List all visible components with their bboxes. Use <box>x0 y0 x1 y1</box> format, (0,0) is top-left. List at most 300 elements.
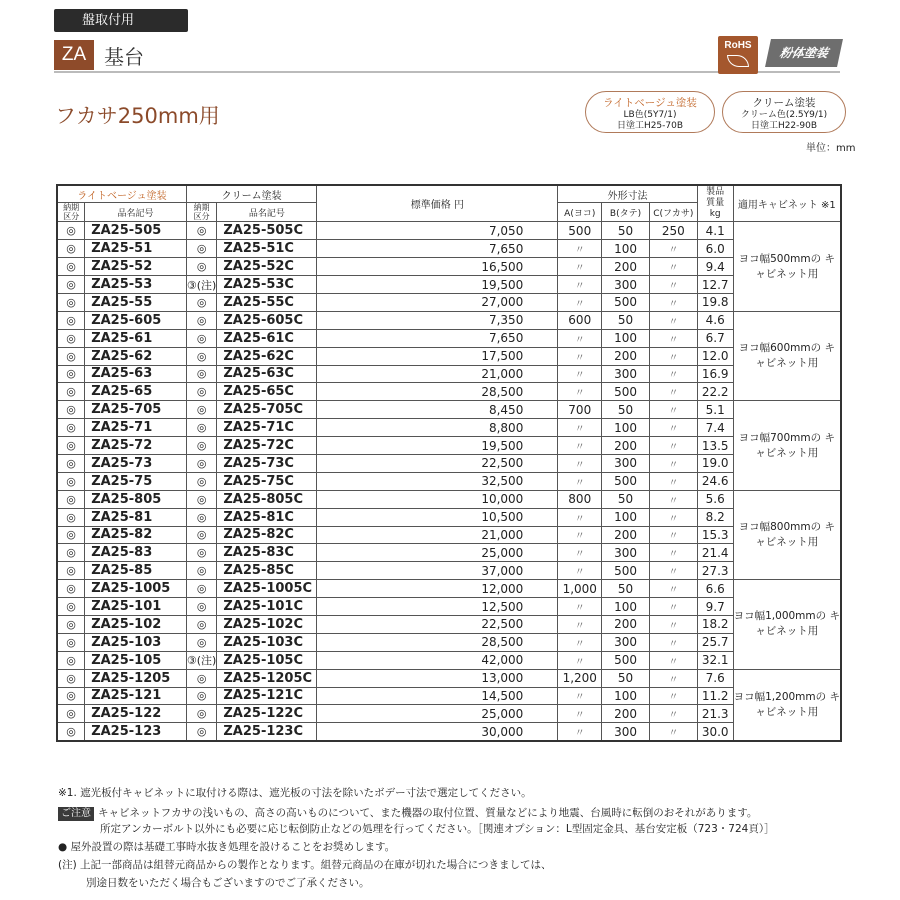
weight-cell: 7.4 <box>697 419 733 437</box>
dim-b-cell: 50 <box>602 222 650 240</box>
dim-a-cell: 〃 <box>558 633 602 651</box>
table-header-row-1 <box>57 185 841 203</box>
delivery-mark-lb: ◎ <box>57 240 85 258</box>
delivery-mark-lb: ◎ <box>57 526 85 544</box>
table-row <box>57 633 841 651</box>
model-cream: ZA25-605C <box>217 311 317 329</box>
weight-cell: 4.1 <box>697 222 733 240</box>
dim-a-cell: 〃 <box>558 615 602 633</box>
table-row <box>57 437 841 455</box>
dim-b-cell: 300 <box>602 276 650 294</box>
dim-b-cell: 300 <box>602 454 650 472</box>
model-cream: ZA25-55C <box>217 293 317 311</box>
delivery-mark-cream: ◎ <box>186 669 216 687</box>
table-row <box>57 651 841 669</box>
dim-a-cell: 〃 <box>558 293 602 311</box>
weight-cell: 11.2 <box>697 687 733 705</box>
model-cream: ZA25-121C <box>217 687 317 705</box>
price-cell: 21,000 <box>317 365 558 383</box>
dim-b-cell: 50 <box>602 490 650 508</box>
dim-c-cell: 〃 <box>649 687 697 705</box>
delivery-mark-lb: ◎ <box>57 222 85 240</box>
model-lb: ZA25-103 <box>85 633 187 651</box>
weight-cell: 25.7 <box>697 633 733 651</box>
dim-b-cell: 100 <box>602 687 650 705</box>
model-lb: ZA25-105 <box>85 651 187 669</box>
dim-b-cell: 500 <box>602 383 650 401</box>
price-cell: 32,500 <box>317 472 558 490</box>
dim-a-cell: 〃 <box>558 276 602 294</box>
cabinet-cell: ヨコ幅700mmの キャビネット用 <box>733 401 841 490</box>
delivery-mark-cream: ◎ <box>186 293 216 311</box>
dim-a-cell: 〃 <box>558 562 602 580</box>
dim-a-cell: 〃 <box>558 258 602 276</box>
dim-c-cell: 〃 <box>649 580 697 598</box>
table-row <box>57 544 841 562</box>
model-cream: ZA25-102C <box>217 615 317 633</box>
delivery-mark-cream: ◎ <box>186 598 216 616</box>
model-lb: ZA25-123 <box>85 723 187 741</box>
rohs-label: RoHS <box>724 40 752 51</box>
dim-c-cell: 〃 <box>649 669 697 687</box>
price-cell: 22,500 <box>317 454 558 472</box>
model-lb: ZA25-82 <box>85 526 187 544</box>
dim-c-cell: 〃 <box>649 508 697 526</box>
dim-b-cell: 300 <box>602 544 650 562</box>
delivery-mark-lb: ◎ <box>57 383 85 401</box>
table-row <box>57 222 841 240</box>
delivery-mark-lb: ◎ <box>57 329 85 347</box>
dim-b-cell: 50 <box>602 580 650 598</box>
dim-b-cell: 200 <box>602 258 650 276</box>
dim-a-cell: 〃 <box>558 472 602 490</box>
dim-b-cell: 500 <box>602 562 650 580</box>
cabinet-cell: ヨコ幅1,000mmの キャビネット用 <box>733 580 841 669</box>
delivery-mark-cream: ◎ <box>186 365 216 383</box>
model-lb: ZA25-75 <box>85 472 187 490</box>
price-cell: 10,000 <box>317 490 558 508</box>
delivery-mark-lb: ◎ <box>57 723 85 741</box>
delivery-mark-cream: ◎ <box>186 258 216 276</box>
model-header-1: 品名記号 <box>85 203 187 222</box>
dim-b-cell: 50 <box>602 669 650 687</box>
model-lb: ZA25-73 <box>85 454 187 472</box>
dim-b-cell: 200 <box>602 437 650 455</box>
table-row <box>57 258 841 276</box>
dim-a-cell: 〃 <box>558 454 602 472</box>
price-cell: 16,500 <box>317 258 558 276</box>
delivery-mark-cream: ◎ <box>186 383 216 401</box>
weight-cell: 24.6 <box>697 472 733 490</box>
footnote-1: ※1. 遮光板付キャビネットに取付ける際は、遮光板の寸法を除いたボデー寸法で選定してください。 <box>58 787 532 799</box>
model-header-2: 品名記号 <box>217 203 317 222</box>
model-lb: ZA25-65 <box>85 383 187 401</box>
dim-a-cell: 〃 <box>558 508 602 526</box>
dim-b-cell: 300 <box>602 365 650 383</box>
model-lb: ZA25-1005 <box>85 580 187 598</box>
dim-b-cell: 500 <box>602 293 650 311</box>
supply-note-2: 別途日数をいただく場合もございますのでご了承ください。 <box>86 877 370 889</box>
model-lb: ZA25-53 <box>85 276 187 294</box>
dim-c-cell: 〃 <box>649 723 697 741</box>
dim-c-cell: 〃 <box>649 454 697 472</box>
price-header: 標準価格 円 <box>317 185 558 222</box>
dim-a-cell: 〃 <box>558 437 602 455</box>
dim-c-cell: 〃 <box>649 472 697 490</box>
delivery-mark-cream: ◎ <box>186 705 216 723</box>
dim-b-cell: 100 <box>602 329 650 347</box>
model-cream: ZA25-81C <box>217 508 317 526</box>
dim-b-cell: 200 <box>602 705 650 723</box>
dim-b-cell: 500 <box>602 651 650 669</box>
delivery-mark-cream: ◎ <box>186 687 216 705</box>
cream-line2: 日塗工H22-90B <box>750 121 818 131</box>
dim-c-cell: 〃 <box>649 615 697 633</box>
price-cell: 14,500 <box>317 687 558 705</box>
delivery-mark-cream: ◎ <box>186 633 216 651</box>
model-lb: ZA25-805 <box>85 490 187 508</box>
dim-b-cell: 200 <box>602 526 650 544</box>
delivery-mark-cream: ◎ <box>186 454 216 472</box>
weight-cell: 19.8 <box>697 293 733 311</box>
price-cell: 10,500 <box>317 508 558 526</box>
delivery-mark-lb: ◎ <box>57 293 85 311</box>
dim-a-cell: 〃 <box>558 598 602 616</box>
delivery-mark-cream: ◎ <box>186 472 216 490</box>
dim-b-header: B(タテ) <box>602 203 650 222</box>
model-cream: ZA25-1005C <box>217 580 317 598</box>
category-tag: 盤取付用 <box>54 9 188 32</box>
model-lb: ZA25-63 <box>85 365 187 383</box>
supply-note-1: (注) 上記一部商品は組替元商品からの製作となります。組替元商品の在庫が切れた場合につきましては、 <box>58 859 552 871</box>
delivery-mark-cream: ◎ <box>186 526 216 544</box>
model-lb: ZA25-71 <box>85 419 187 437</box>
delivery-mark-cream: ◎ <box>186 329 216 347</box>
dim-c-cell: 〃 <box>649 705 697 723</box>
price-cell: 25,000 <box>317 705 558 723</box>
table-row <box>57 365 841 383</box>
delivery-mark-lb: ◎ <box>57 633 85 651</box>
dim-c-cell: 〃 <box>649 544 697 562</box>
table-row <box>57 723 841 741</box>
price-cell: 37,000 <box>317 562 558 580</box>
page-subtitle: フカサ250mm用 <box>55 104 220 128</box>
model-lb: ZA25-705 <box>85 401 187 419</box>
delivery-mark-lb: ◎ <box>57 669 85 687</box>
dim-b-cell: 500 <box>602 472 650 490</box>
price-cell: 7,650 <box>317 240 558 258</box>
table-row <box>57 276 841 294</box>
price-cell: 12,000 <box>317 580 558 598</box>
weight-cell: 21.3 <box>697 705 733 723</box>
delivery-mark-lb: ◎ <box>57 544 85 562</box>
dim-a-cell: 〃 <box>558 651 602 669</box>
delivery-mark-lb: ◎ <box>57 311 85 329</box>
delivery-mark-cream: ◎ <box>186 490 216 508</box>
table-row <box>57 669 841 687</box>
price-cell: 28,500 <box>317 633 558 651</box>
weight-cell: 27.3 <box>697 562 733 580</box>
delivery-mark-lb: ◎ <box>57 705 85 723</box>
price-cell: 42,000 <box>317 651 558 669</box>
model-cream: ZA25-65C <box>217 383 317 401</box>
dim-c-cell: 〃 <box>649 633 697 651</box>
weight-cell: 22.2 <box>697 383 733 401</box>
model-cream: ZA25-105C <box>217 651 317 669</box>
light-beige-line2: 日塗工H25-70B <box>616 121 684 131</box>
series-title <box>54 40 144 70</box>
model-lb: ZA25-1205 <box>85 669 187 687</box>
price-cell: 21,000 <box>317 526 558 544</box>
price-cell: 17,500 <box>317 347 558 365</box>
unit-label: 単位：mm <box>806 143 856 154</box>
cream-color-pill <box>722 91 846 133</box>
dim-a-cell: 〃 <box>558 365 602 383</box>
delivery-mark-lb: ◎ <box>57 401 85 419</box>
delivery-mark-lb: ◎ <box>57 598 85 616</box>
delivery-mark-cream: ◎ <box>186 347 216 365</box>
model-cream: ZA25-61C <box>217 329 317 347</box>
model-cream: ZA25-72C <box>217 437 317 455</box>
table-row <box>57 687 841 705</box>
dim-c-cell: 〃 <box>649 437 697 455</box>
model-lb: ZA25-505 <box>85 222 187 240</box>
dim-b-cell: 50 <box>602 401 650 419</box>
dim-c-cell: 〃 <box>649 276 697 294</box>
table-row <box>57 311 841 329</box>
dim-b-cell: 300 <box>602 633 650 651</box>
delivery-header-1: 納期 区分 <box>57 203 85 222</box>
delivery-mark-lb: ◎ <box>57 258 85 276</box>
weight-cell: 8.2 <box>697 508 733 526</box>
delivery-mark-lb: ◎ <box>57 490 85 508</box>
series-name: 基台 <box>104 44 144 69</box>
cream-header: クリーム塗装 <box>186 185 316 203</box>
model-cream: ZA25-73C <box>217 454 317 472</box>
model-cream: ZA25-62C <box>217 347 317 365</box>
dim-c-cell: 〃 <box>649 293 697 311</box>
dim-c-cell: 250 <box>649 222 697 240</box>
model-cream: ZA25-123C <box>217 723 317 741</box>
dim-a-cell: 〃 <box>558 383 602 401</box>
weight-header: 製品 質量 kg <box>697 185 733 222</box>
model-cream: ZA25-53C <box>217 276 317 294</box>
model-cream: ZA25-63C <box>217 365 317 383</box>
dim-a-cell: 〃 <box>558 240 602 258</box>
series-code: ZA <box>54 40 94 70</box>
dim-a-cell: 〃 <box>558 705 602 723</box>
model-lb: ZA25-101 <box>85 598 187 616</box>
price-cell: 7,350 <box>317 311 558 329</box>
delivery-mark-lb: ◎ <box>57 347 85 365</box>
delivery-mark-lb: ◎ <box>57 419 85 437</box>
outdoor-note: ● 屋外設置の際は基礎工事時水抜き処理を設けることをお奨めします。 <box>58 841 396 853</box>
caution-text-1: キャビネットフカサの浅いもの、高さの高いものについて、また機器の取付位置、質量などにより地震、台風時に転倒のおそれがあります。 <box>98 807 758 819</box>
delivery-mark-lb: ◎ <box>57 365 85 383</box>
delivery-mark-cream: ◎ <box>186 580 216 598</box>
delivery-mark-cream: ◎ <box>186 419 216 437</box>
cabinet-cell: ヨコ幅1,200mmの キャビネット用 <box>733 669 841 741</box>
weight-cell: 15.3 <box>697 526 733 544</box>
dim-c-cell: 〃 <box>649 311 697 329</box>
dim-a-cell: 〃 <box>558 419 602 437</box>
weight-cell: 16.9 <box>697 365 733 383</box>
dim-c-cell: 〃 <box>649 419 697 437</box>
dim-c-cell: 〃 <box>649 651 697 669</box>
dim-b-cell: 200 <box>602 347 650 365</box>
table-row <box>57 490 841 508</box>
model-cream: ZA25-101C <box>217 598 317 616</box>
dim-c-cell: 〃 <box>649 329 697 347</box>
delivery-mark-lb: ◎ <box>57 508 85 526</box>
table-body <box>57 222 841 741</box>
dim-a-cell: 〃 <box>558 347 602 365</box>
dim-c-cell: 〃 <box>649 383 697 401</box>
weight-cell: 6.7 <box>697 329 733 347</box>
dim-b-cell: 200 <box>602 615 650 633</box>
weight-cell: 9.4 <box>697 258 733 276</box>
price-cell: 8,800 <box>317 419 558 437</box>
table-row <box>57 526 841 544</box>
table-row <box>57 508 841 526</box>
model-cream: ZA25-805C <box>217 490 317 508</box>
table-row <box>57 419 841 437</box>
model-cream: ZA25-103C <box>217 633 317 651</box>
dim-a-cell: 〃 <box>558 329 602 347</box>
dim-a-cell: 700 <box>558 401 602 419</box>
price-cell: 13,000 <box>317 669 558 687</box>
light-beige-title: ライトベージュ塗装 <box>603 97 697 109</box>
dim-a-cell: 600 <box>558 311 602 329</box>
table-row <box>57 598 841 616</box>
cream-line1: クリーム色(2.5Y9/1) <box>740 110 828 120</box>
dim-c-cell: 〃 <box>649 258 697 276</box>
delivery-mark-cream: ◎ <box>186 311 216 329</box>
dim-a-cell: 〃 <box>558 723 602 741</box>
rohs-badge <box>718 36 758 74</box>
table-row <box>57 347 841 365</box>
delivery-mark-lb: ◎ <box>57 276 85 294</box>
delivery-mark-lb: ◎ <box>57 562 85 580</box>
price-cell: 22,500 <box>317 615 558 633</box>
model-lb: ZA25-62 <box>85 347 187 365</box>
price-cell: 8,450 <box>317 401 558 419</box>
dim-b-cell: 100 <box>602 508 650 526</box>
delivery-mark-cream: ◎ <box>186 544 216 562</box>
weight-cell: 12.7 <box>697 276 733 294</box>
dim-c-cell: 〃 <box>649 598 697 616</box>
model-lb: ZA25-52 <box>85 258 187 276</box>
price-cell: 12,500 <box>317 598 558 616</box>
model-cream: ZA25-51C <box>217 240 317 258</box>
dim-b-cell: 100 <box>602 598 650 616</box>
model-cream: ZA25-75C <box>217 472 317 490</box>
price-cell: 30,000 <box>317 723 558 741</box>
delivery-mark-cream: ◎ <box>186 401 216 419</box>
table-row <box>57 383 841 401</box>
model-cream: ZA25-1205C <box>217 669 317 687</box>
dim-a-cell: 500 <box>558 222 602 240</box>
spec-table <box>56 184 842 742</box>
delivery-mark-lb: ◎ <box>57 472 85 490</box>
light-beige-line1: LB色(5Y7/1) <box>623 110 677 120</box>
model-cream: ZA25-505C <box>217 222 317 240</box>
table-row <box>57 472 841 490</box>
model-cream: ZA25-85C <box>217 562 317 580</box>
dim-a-cell: 1,200 <box>558 669 602 687</box>
dim-b-cell: 50 <box>602 311 650 329</box>
model-lb: ZA25-51 <box>85 240 187 258</box>
delivery-mark-lb: ◎ <box>57 437 85 455</box>
weight-cell: 4.6 <box>697 311 733 329</box>
dim-c-header: C(フカサ) <box>649 203 697 222</box>
delivery-mark-cream: ◎ <box>186 562 216 580</box>
delivery-mark-lb: ◎ <box>57 454 85 472</box>
light-beige-header: ライトベージュ塗装 <box>57 185 186 203</box>
dim-c-cell: 〃 <box>649 401 697 419</box>
weight-cell: 6.0 <box>697 240 733 258</box>
cabinet-cell: ヨコ幅600mmの キャビネット用 <box>733 311 841 400</box>
model-cream: ZA25-82C <box>217 526 317 544</box>
price-cell: 19,500 <box>317 437 558 455</box>
weight-cell: 30.0 <box>697 723 733 741</box>
dim-c-cell: 〃 <box>649 365 697 383</box>
table-row <box>57 615 841 633</box>
powder-coating-badge: 粉体塗装 <box>765 39 843 67</box>
dim-c-cell: 〃 <box>649 562 697 580</box>
dim-c-cell: 〃 <box>649 490 697 508</box>
delivery-mark-cream: ③(注) <box>186 276 216 294</box>
model-lb: ZA25-121 <box>85 687 187 705</box>
dim-a-cell: 800 <box>558 490 602 508</box>
model-lb: ZA25-102 <box>85 615 187 633</box>
weight-cell: 7.6 <box>697 669 733 687</box>
table-row <box>57 401 841 419</box>
dim-a-cell: 1,000 <box>558 580 602 598</box>
model-lb: ZA25-122 <box>85 705 187 723</box>
dim-c-cell: 〃 <box>649 526 697 544</box>
leaf-icon <box>727 55 749 67</box>
model-lb: ZA25-81 <box>85 508 187 526</box>
cabinet-cell: ヨコ幅800mmの キャビネット用 <box>733 490 841 579</box>
cream-title: クリーム塗装 <box>752 97 816 109</box>
delivery-mark-cream: ③(注) <box>186 651 216 669</box>
model-cream: ZA25-705C <box>217 401 317 419</box>
delivery-mark-cream: ◎ <box>186 222 216 240</box>
model-cream: ZA25-122C <box>217 705 317 723</box>
caution-line-2: 所定アンカーボルト以外にも必要に応じ転倒防止などの処理を行ってください。［関連オプション：L型固定金具、基台安定板（723・724頁）］ <box>100 823 775 835</box>
price-cell: 7,050 <box>317 222 558 240</box>
model-cream: ZA25-71C <box>217 419 317 437</box>
cabinet-header: 適用キャビネット ※1 <box>733 185 841 222</box>
model-lb: ZA25-61 <box>85 329 187 347</box>
dim-a-cell: 〃 <box>558 526 602 544</box>
dim-a-cell: 〃 <box>558 687 602 705</box>
delivery-mark-lb: ◎ <box>57 615 85 633</box>
weight-cell: 32.1 <box>697 651 733 669</box>
price-cell: 19,500 <box>317 276 558 294</box>
delivery-mark-cream: ◎ <box>186 508 216 526</box>
weight-cell: 6.6 <box>697 580 733 598</box>
dim-c-cell: 〃 <box>649 240 697 258</box>
price-cell: 28,500 <box>317 383 558 401</box>
weight-cell: 21.4 <box>697 544 733 562</box>
delivery-header-2: 納期 区分 <box>186 203 216 222</box>
dim-a-cell: 〃 <box>558 544 602 562</box>
delivery-mark-cream: ◎ <box>186 723 216 741</box>
weight-cell: 5.6 <box>697 490 733 508</box>
table-row <box>57 454 841 472</box>
